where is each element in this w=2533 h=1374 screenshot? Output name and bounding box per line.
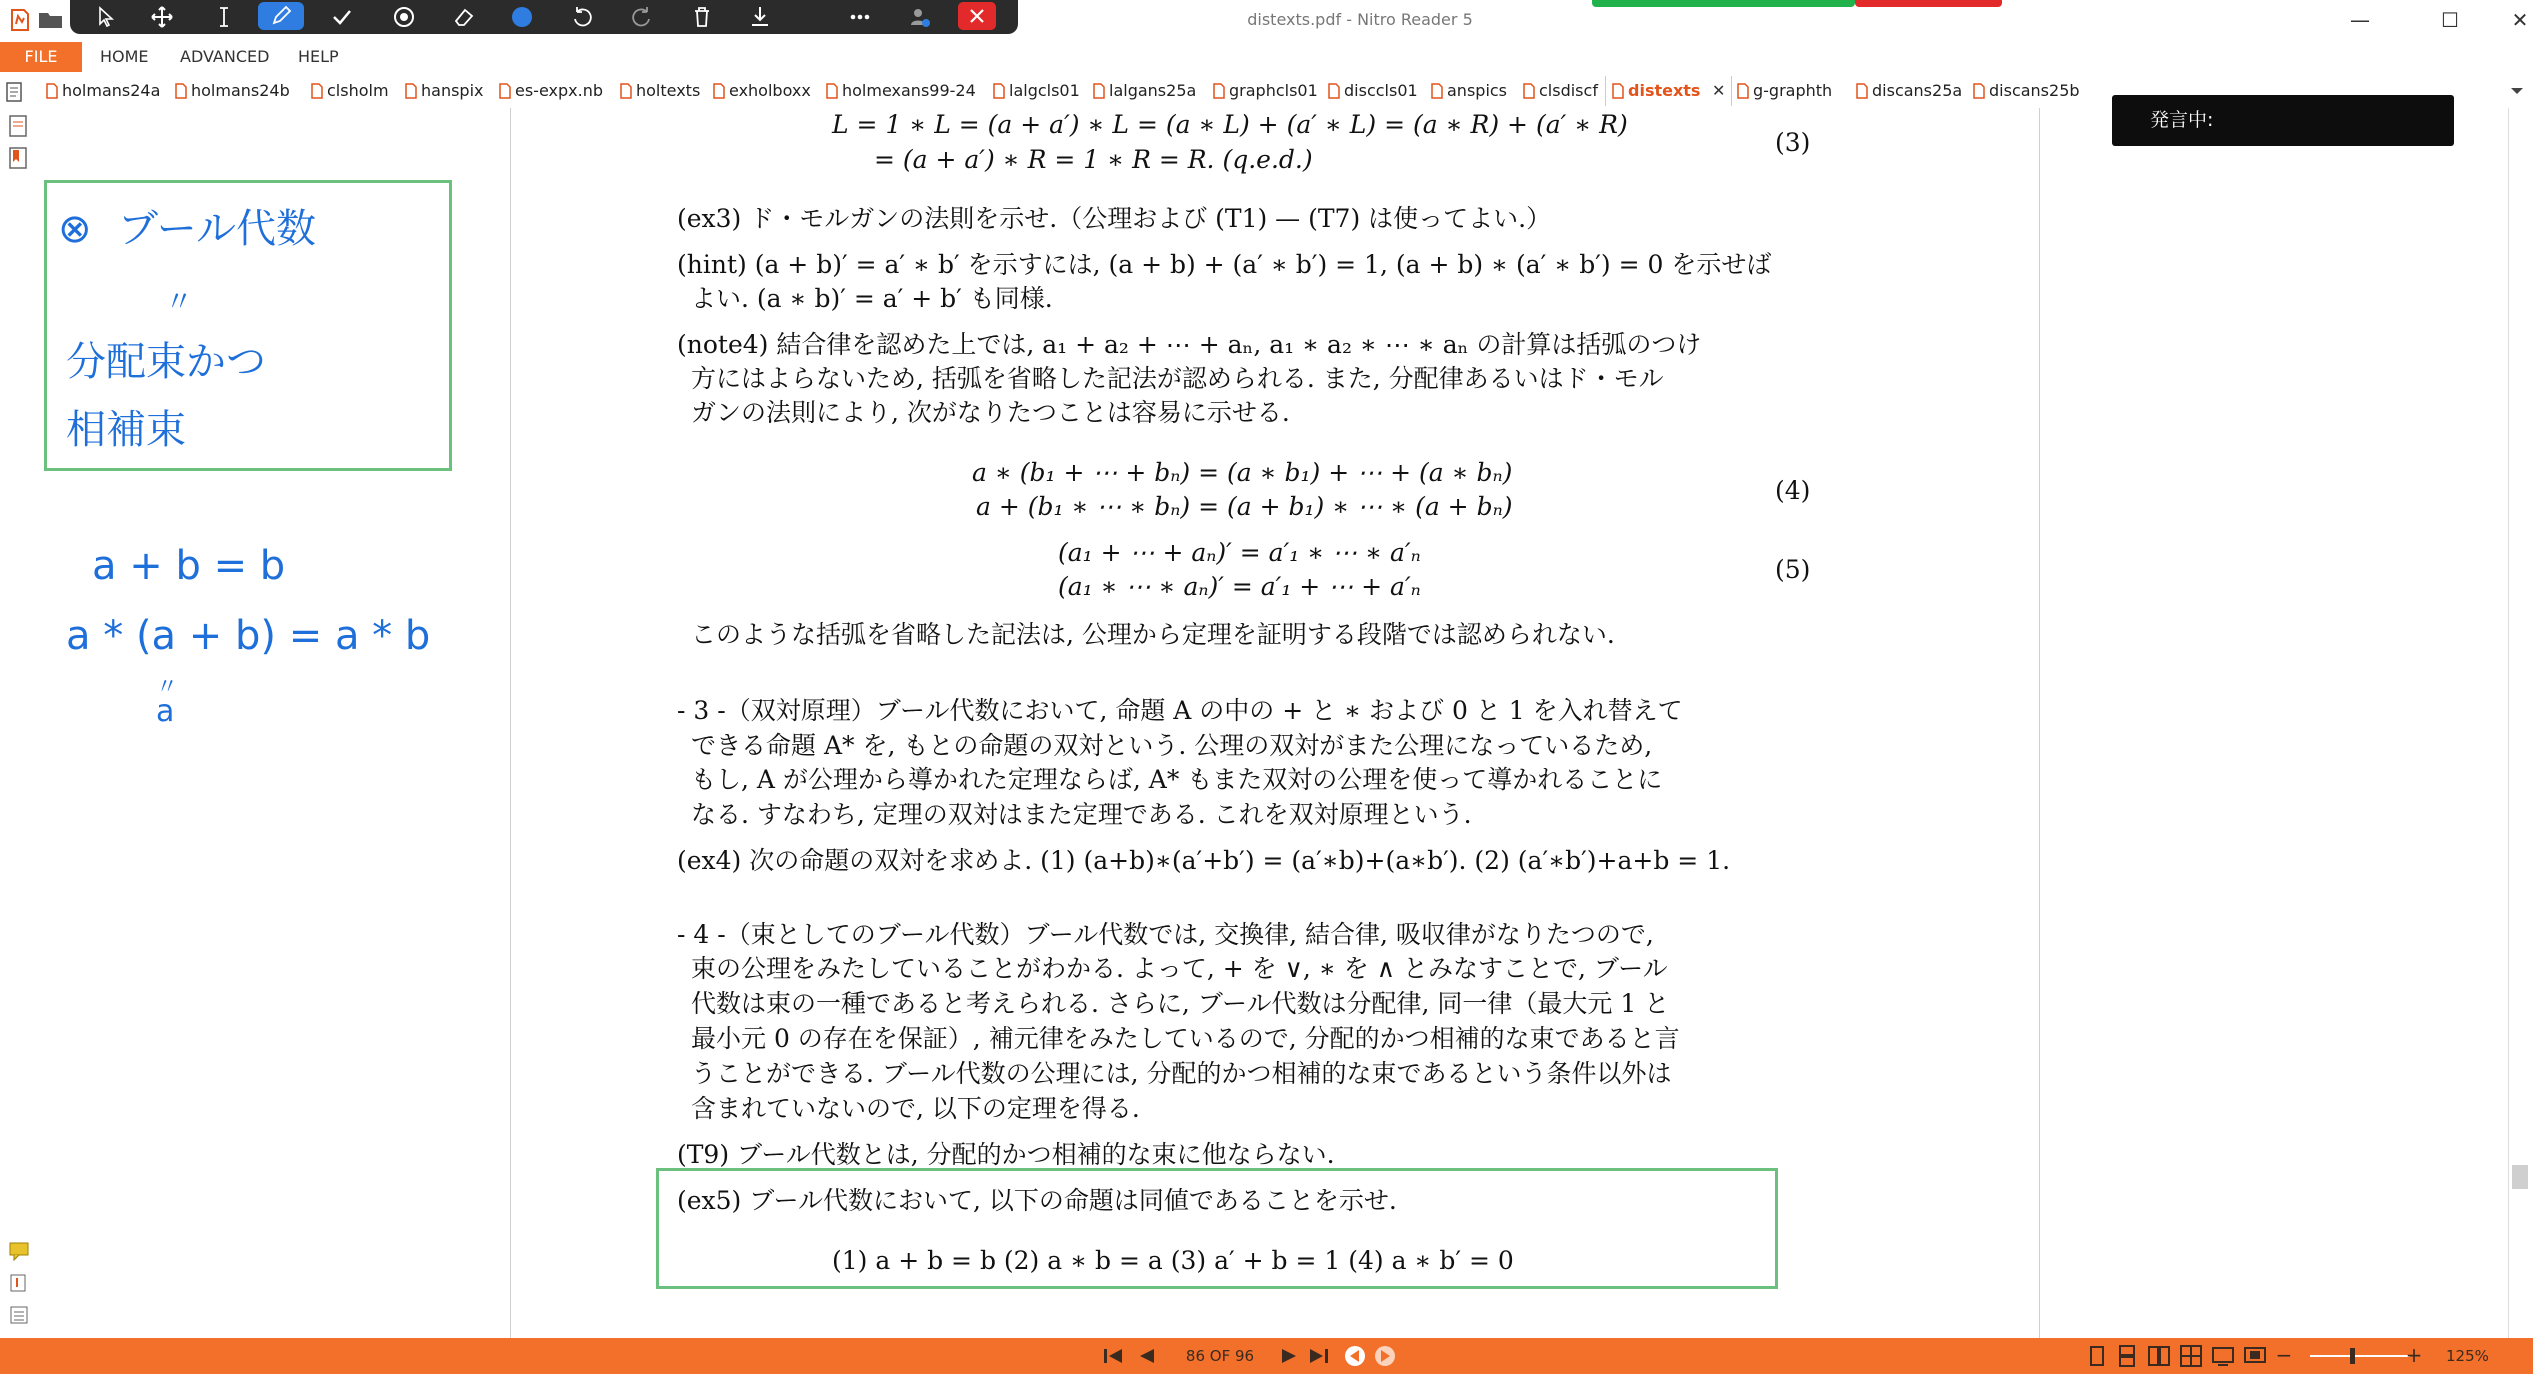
comments-icon[interactable] [8, 1240, 30, 1262]
doc-tab-label: clsholm [327, 81, 389, 100]
doc-tab-label: lalgans25a [1109, 81, 1197, 100]
equation-3-line2: = (a + a′) ∗ R = 1 ∗ R = R. (q.e.d.) [874, 145, 1313, 174]
vertical-scrollbar[interactable] [2508, 108, 2533, 1338]
theorem-9: (T9) ブール代数とは, 分配的かつ相補的な束に他ならない. [677, 1140, 1335, 1169]
right-pane [2040, 108, 2508, 1338]
hint-line2: よい. (a ∗ b)′ = a′ + b′ も同様. [691, 284, 1053, 313]
previous-page-icon[interactable] [1134, 1344, 1160, 1368]
doc-tab-label: es-expx.nb [515, 81, 603, 100]
doc-tab-label: anspics [1447, 81, 1508, 100]
doc-tab[interactable] [311, 76, 389, 106]
fit-width-icon[interactable] [2210, 1344, 2236, 1368]
doc-tab-label: g-graphth [1753, 81, 1833, 100]
doc-tab[interactable] [175, 76, 290, 106]
save-download-icon[interactable] [736, 0, 784, 34]
check-icon[interactable] [318, 0, 366, 34]
speaking-overlay: 発言中: [2112, 95, 2454, 146]
zoom-in-button[interactable]: + [2405, 1343, 2423, 1367]
home-menu-tab[interactable]: HOME [100, 47, 149, 66]
color-picker-icon[interactable] [498, 0, 546, 34]
exercise-5: (ex5) ブール代数において, 以下の命題は同値であることを示せ. [677, 1186, 1397, 1215]
doc-tab-label: holmans24b [191, 81, 290, 100]
nitro-app-icon[interactable] [8, 8, 30, 32]
section3-line4: なる. すなわち, 定理の双対はまた定理である. これを双対原理という. [691, 800, 1472, 829]
equation-3-number: (3) [1775, 128, 1811, 157]
handwritten-note: 分配束かつ [66, 339, 266, 385]
laser-pointer-icon[interactable] [380, 0, 428, 34]
doc-tab-label: holmans24a [62, 81, 161, 100]
doc-tab[interactable] [713, 76, 811, 106]
handwritten-note: 相補束 [66, 407, 186, 453]
left-side-panel [0, 108, 41, 1338]
first-page-icon[interactable] [1100, 1344, 1126, 1368]
minimize-button[interactable]: — [2350, 8, 2370, 32]
equation-5-number: (5) [1775, 555, 1811, 584]
doc-tab-label: discans25a [1872, 81, 1963, 100]
exercise-3: (ex3) ド・モルガンの法則を示せ.（公理および (T1) — (T7) は使ってよい.） [677, 204, 1552, 233]
recording-progress-green [1592, 0, 1855, 7]
ribbon-bar [0, 40, 2533, 74]
exercise-5-items: (1) a + b = b (2) a ∗ b = a (3) a′ + b = 1 (4) a ∗ b′ = 0 [832, 1246, 1514, 1275]
continuous-view-icon[interactable] [2114, 1344, 2140, 1368]
facing-view-icon[interactable] [2146, 1344, 2172, 1368]
doc-tab[interactable] [1093, 76, 1196, 106]
user-settings-icon[interactable] [896, 0, 944, 34]
handwritten-note: ブール代数 [118, 206, 316, 252]
section3-line3: もし, A が公理から導かれた定理ならば, A* もまた双対の公理を使って導かれることに [691, 765, 1663, 794]
page-thumbnails-icon[interactable] [8, 114, 30, 140]
doc-tab[interactable] [499, 76, 603, 106]
more-options-icon[interactable] [836, 0, 884, 34]
scrollbar-thumb[interactable] [2512, 1165, 2528, 1189]
back-view-icon[interactable] [1342, 1344, 1368, 1368]
bracket-note: このような括弧を省略した記法は, 公理から定理を証明する段階では認められない. [691, 620, 1615, 649]
help-menu-tab[interactable]: HELP [298, 47, 339, 66]
exercise-4: (ex4) 次の命題の双対を求めよ. (1) (a+b)∗(a′+b′) = (a′∗b)+(a∗b′). (2) (a′∗b′)+a+b = 1. [677, 846, 1731, 875]
page-number-field[interactable]: 86 OF 96 [1185, 1347, 1255, 1365]
doc-tab[interactable] [1737, 76, 1832, 106]
recording-progress-red [1855, 0, 2002, 7]
doc-tab[interactable] [1856, 76, 1962, 106]
doc-tab[interactable] [826, 76, 976, 106]
equation-5-line2: (a₁ ∗ ⋯ ∗ aₙ)′ = a′₁ + ⋯ + a′ₙ [1058, 572, 1421, 601]
doc-tab-label: lalgcls01 [1009, 81, 1080, 100]
maximize-button[interactable]: ☐ [2441, 8, 2459, 32]
doc-tab[interactable] [1213, 76, 1318, 106]
attachments-icon[interactable] [8, 1272, 30, 1294]
note4-line3: ガンの法則により, 次がなりたつことは容易に示せる. [691, 398, 1290, 427]
doc-tab-label: discans25b [1989, 81, 2080, 100]
facing-continuous-view-icon[interactable] [2178, 1344, 2204, 1368]
zoom-slider-thumb[interactable] [2350, 1348, 2355, 1364]
close-toolbar-icon[interactable] [958, 2, 996, 30]
hint-line1: (hint) (a + b)′ = a′ ∗ b′ を示すには, (a + b) + (a′ ∗ b′) = 1, (a + b) ∗ (a′ ∗ b′) = 0 を示せば [677, 250, 1772, 279]
zoom-out-button[interactable]: − [2275, 1343, 2293, 1367]
doc-tab-label: holmexans99-24 [842, 81, 976, 100]
section4-line3: 代数は束の一種であると考えられる. さらに, ブール代数は分配律, 同一律（最大元 1 と [691, 989, 1670, 1018]
doc-tab-label: clsdiscf [1539, 81, 1598, 100]
handwritten-note: a [156, 694, 175, 729]
section4-line2: 束の公理をみたしていることがわかる. よって, + を ∨, ∗ を ∧ とみなすことで, ブール [691, 954, 1668, 983]
eraser-icon[interactable] [440, 0, 488, 34]
layers-icon[interactable] [8, 1304, 30, 1326]
advanced-menu-tab[interactable]: ADVANCED [180, 47, 270, 66]
handwriting-bullet-icon: ⊗ [58, 206, 92, 252]
tab-list-dropdown-icon[interactable] [2508, 84, 2526, 98]
equation-3-line1: L = 1 ∗ L = (a + a′) ∗ L = (a ∗ L) + (a′ ∗ L) = (a ∗ R) + (a′ ∗ R) [832, 110, 1628, 139]
doc-tab-label: holtexts [636, 81, 701, 100]
doc-tab-label: exholboxx [729, 81, 811, 100]
handwritten-note: 〃 [156, 675, 179, 700]
section4-line5: うことができる. ブール代数の公理には, 分配的かつ相補的な束であるという条件以外は [691, 1059, 1672, 1088]
single-page-view-icon[interactable] [2084, 1344, 2110, 1368]
doc-tab[interactable] [1523, 76, 1598, 106]
delete-icon[interactable] [678, 0, 726, 34]
document-list-icon[interactable] [6, 82, 22, 102]
undo-icon[interactable] [558, 0, 606, 34]
handwritten-note: 〃 [165, 285, 194, 318]
doc-tab-label: graphcls01 [1229, 81, 1318, 100]
doc-tab[interactable] [1431, 76, 1507, 106]
bookmarks-icon[interactable] [8, 146, 30, 172]
equation-5-line1: (a₁ + ⋯ + aₙ)′ = a′₁ ∗ ⋯ ∗ a′ₙ [1058, 538, 1421, 567]
close-window-button[interactable]: ✕ [2511, 8, 2529, 32]
doc-tab[interactable] [1328, 76, 1418, 106]
doc-tab[interactable] [993, 76, 1080, 106]
handwritten-note: a * (a + b) = a * b [66, 613, 431, 659]
doc-tab[interactable] [46, 76, 160, 106]
doc-tab-label: disccls01 [1344, 81, 1418, 100]
last-page-icon[interactable] [1306, 1344, 1332, 1368]
doc-tab-label: hanspix [421, 81, 484, 100]
doc-tab[interactable] [1973, 76, 2080, 106]
equation-4-line1: a ∗ (b₁ + ⋯ + bₙ) = (a ∗ b₁) + ⋯ + (a ∗ bₙ) [972, 458, 1513, 487]
forward-view-icon[interactable] [1372, 1344, 1398, 1368]
fit-page-icon[interactable] [2242, 1344, 2268, 1368]
close-tab-icon[interactable]: ✕ [1712, 81, 1726, 100]
pen-toolbar [70, 0, 1018, 34]
zoom-level[interactable]: 125% [2446, 1347, 2489, 1365]
equation-4-line2: a + (b₁ ∗ ⋯ ∗ bₙ) = (a + b₁) ∗ ⋯ ∗ (a + bₙ) [976, 492, 1513, 521]
handwritten-note: a + b = b [92, 543, 286, 589]
section3-line1: - 3 -（双対原理）ブール代数において, 命題 A の中の + と ∗ および 0 と 1 を入れ替えて [677, 696, 1683, 725]
doc-tab-active[interactable] [1605, 76, 1732, 106]
note4-line1: (note4) 結合律を認めた上では, a₁ + a₂ + ⋯ + aₙ, a₁ ∗ a₂ ∗ ⋯ ∗ aₙ の計算は括弧のつけ [677, 330, 1702, 359]
note4-line2: 方にはよらないため, 括弧を省略した記法が認められる. また, 分配律あるいはド・モル [691, 364, 1664, 393]
section4-line1: - 4 -（束としてのブール代数）ブール代数では, 交換律, 結合律, 吸収律がなりたつので, [677, 920, 1654, 949]
redo-icon[interactable] [618, 0, 666, 34]
move-icon[interactable] [138, 0, 186, 34]
doc-tab[interactable] [405, 76, 484, 106]
equation-4-number: (4) [1775, 476, 1811, 505]
section3-line2: できる命題 A* を, もとの命題の双対という. 公理の双対がまた公理になっているため, [691, 731, 1653, 760]
window-title: distexts.pdf - Nitro Reader 5 [1247, 10, 1473, 29]
section4-line4: 最小元 0 の存在を保証）, 補元律をみたしているので, 分配的かつ相補的な束であると言 [691, 1024, 1680, 1053]
file-menu-tab[interactable]: FILE [0, 42, 82, 72]
doc-tab-label: distexts [1628, 81, 1701, 100]
pen-tool-icon[interactable] [258, 2, 304, 30]
zoom-slider-track[interactable] [2310, 1355, 2410, 1357]
select-arrow-icon[interactable] [82, 0, 130, 34]
doc-tab[interactable] [620, 76, 700, 106]
section4-line6: 含まれていないので, 以下の定理を得る. [691, 1094, 1140, 1123]
next-page-icon[interactable] [1276, 1344, 1302, 1368]
text-cursor-icon[interactable] [200, 0, 248, 34]
open-folder-icon[interactable] [38, 10, 64, 30]
